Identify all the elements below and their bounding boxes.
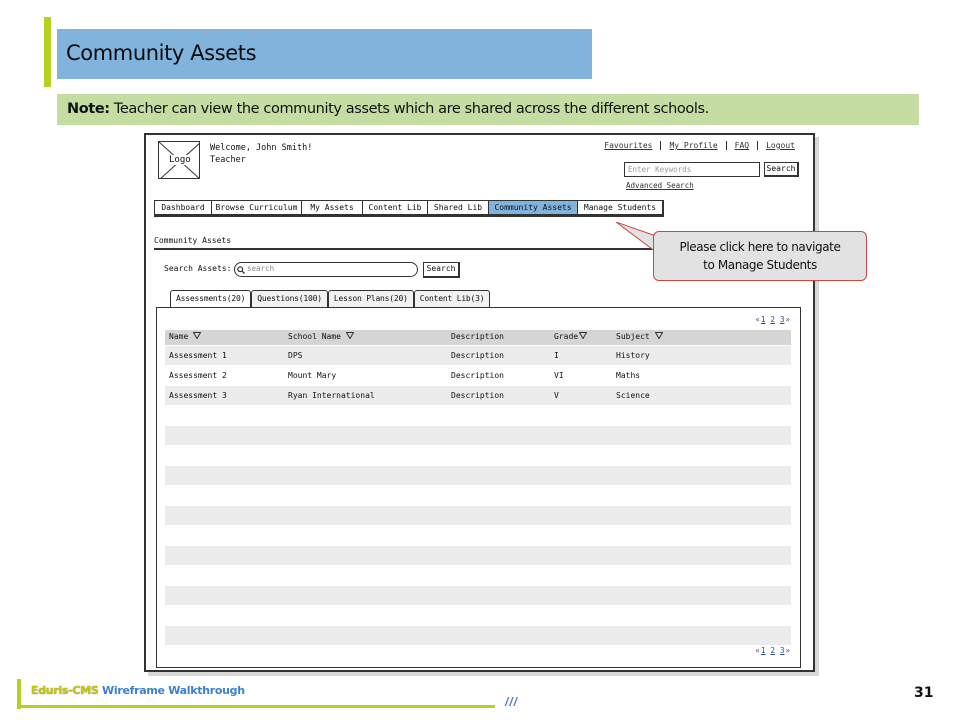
sort-down-icon xyxy=(655,332,663,339)
nav-community-assets[interactable]: Community Assets xyxy=(489,201,578,214)
col-school-name[interactable] xyxy=(288,332,354,341)
assets-table-panel xyxy=(156,307,801,668)
tab-lesson-plans[interactable]: Lesson Plans(20) xyxy=(328,290,414,308)
col-name[interactable] xyxy=(169,332,201,341)
cell-school: DPS xyxy=(288,351,303,360)
pager-page-1[interactable]: 1 xyxy=(760,315,766,324)
logo-placeholder xyxy=(158,141,200,179)
footer-slashes: /// xyxy=(505,695,519,709)
col-school-name-label: School Name xyxy=(288,332,341,341)
callout-line-2: to Manage Students xyxy=(703,258,817,272)
pager-page-2[interactable]: 2 xyxy=(770,646,775,655)
sort-down-icon xyxy=(346,332,354,339)
note-body: Teacher can view the community assets which are shared across the different schools. xyxy=(109,101,709,117)
search-icon xyxy=(237,266,245,274)
cell-subject: Maths xyxy=(616,371,641,380)
pager-next[interactable]: » xyxy=(785,646,790,655)
footer-brand-subtitle: Wireframe Walkthrough xyxy=(98,684,245,697)
table-row-empty xyxy=(165,446,791,465)
search-assets-button[interactable]: Search xyxy=(423,262,460,278)
col-name-label: Name xyxy=(169,332,189,341)
tab-assessments[interactable]: Assessments(20) xyxy=(170,290,251,309)
main-nav xyxy=(154,200,664,217)
table-row-empty xyxy=(165,486,791,505)
table-row-empty xyxy=(165,506,791,525)
tab-content-lib[interactable]: Content Lib(3) xyxy=(414,290,491,308)
table-row-empty xyxy=(165,526,791,545)
favourites-link[interactable]: Favourites xyxy=(596,141,661,150)
cell-grade: VI xyxy=(554,371,564,380)
page-number: 31 xyxy=(914,685,934,701)
col-subject-label: Subject xyxy=(616,332,650,341)
cell-grade: V xyxy=(554,391,559,400)
cell-description: Description xyxy=(451,351,504,360)
pager-page-3[interactable]: 3 xyxy=(779,646,785,655)
col-grade-label: Grade xyxy=(554,332,579,341)
pager-bottom xyxy=(750,646,790,655)
nav-shared-lib[interactable]: Shared Lib xyxy=(428,201,489,214)
user-role: Teacher xyxy=(210,155,246,165)
footer-brand-name: Eduris-CMS xyxy=(31,684,99,697)
table-row-empty xyxy=(165,606,791,625)
section-title: Community Assets xyxy=(154,236,232,245)
table-row-empty xyxy=(165,546,791,565)
logout-link[interactable]: Logout xyxy=(766,141,795,150)
cell-school: Ryan International xyxy=(288,391,375,400)
pager-page-1[interactable]: 1 xyxy=(760,646,766,655)
wireframe-window xyxy=(144,133,815,672)
cell-subject: Science xyxy=(616,391,650,400)
footer-line xyxy=(21,705,495,708)
cell-school: Mount Mary xyxy=(288,371,337,380)
sort-down-icon xyxy=(193,332,201,339)
pager-prev[interactable]: « xyxy=(755,315,760,324)
title-accent-bar xyxy=(44,17,51,87)
top-links xyxy=(596,141,795,150)
cell-grade: I xyxy=(554,351,559,360)
cell-name: Assessment 1 xyxy=(169,351,227,360)
table-row-empty xyxy=(165,586,791,605)
advanced-search-link[interactable]: Advanced Search xyxy=(626,181,694,190)
welcome-block xyxy=(210,142,312,166)
nav-my-assets[interactable]: My Assets xyxy=(302,201,363,214)
pager-next[interactable]: » xyxy=(785,315,790,324)
table-row[interactable] xyxy=(165,386,791,405)
my-profile-link[interactable]: My Profile xyxy=(661,141,726,150)
cell-name: Assessment 2 xyxy=(169,371,227,380)
nav-browse-curriculum[interactable]: Browse Curriculum xyxy=(212,201,302,214)
table-row[interactable] xyxy=(165,366,791,385)
nav-manage-students[interactable]: Manage Students xyxy=(578,201,662,214)
slide-title: Community Assets xyxy=(66,41,257,65)
col-description[interactable]: Description xyxy=(451,332,504,341)
nav-dashboard[interactable]: Dashboard xyxy=(155,201,212,214)
logo-text: Logo xyxy=(169,155,191,165)
cell-description: Description xyxy=(451,391,504,400)
col-subject[interactable] xyxy=(616,332,663,341)
pager-page-2[interactable]: 2 xyxy=(770,315,775,324)
cell-name: Assessment 3 xyxy=(169,391,227,400)
pager-top xyxy=(750,315,790,324)
cell-subject: History xyxy=(616,351,650,360)
nav-content-lib[interactable]: Content Lib xyxy=(363,201,428,214)
pager-page-3[interactable]: 3 xyxy=(779,315,785,324)
note-label: Note: xyxy=(67,101,110,117)
footer-brand xyxy=(31,684,245,697)
table-row-empty xyxy=(165,466,791,485)
pager-prev[interactable]: « xyxy=(755,646,760,655)
callout-line-1: Please click here to navigate xyxy=(679,240,841,254)
asset-tabs xyxy=(170,290,490,308)
note-text xyxy=(67,101,709,117)
keyword-search-input[interactable]: Enter Keywords xyxy=(624,162,760,177)
table-row-empty xyxy=(165,426,791,445)
table-row-empty xyxy=(165,406,791,425)
table-row[interactable] xyxy=(165,346,791,365)
sort-down-icon xyxy=(579,332,587,339)
table-header xyxy=(165,330,791,345)
col-grade[interactable] xyxy=(554,332,587,341)
tab-questions[interactable]: Questions(100) xyxy=(251,290,328,308)
keyword-search-button[interactable]: Search xyxy=(764,162,799,177)
search-assets-input[interactable]: search xyxy=(234,262,418,277)
welcome-text: Welcome, John Smith! xyxy=(210,143,313,153)
cell-description: Description xyxy=(451,371,504,380)
search-assets-label: Search Assets: xyxy=(164,264,232,273)
callout-box xyxy=(653,231,867,281)
faq-link[interactable]: FAQ xyxy=(727,141,758,150)
table-row-empty xyxy=(165,626,791,645)
table-row-empty xyxy=(165,566,791,585)
